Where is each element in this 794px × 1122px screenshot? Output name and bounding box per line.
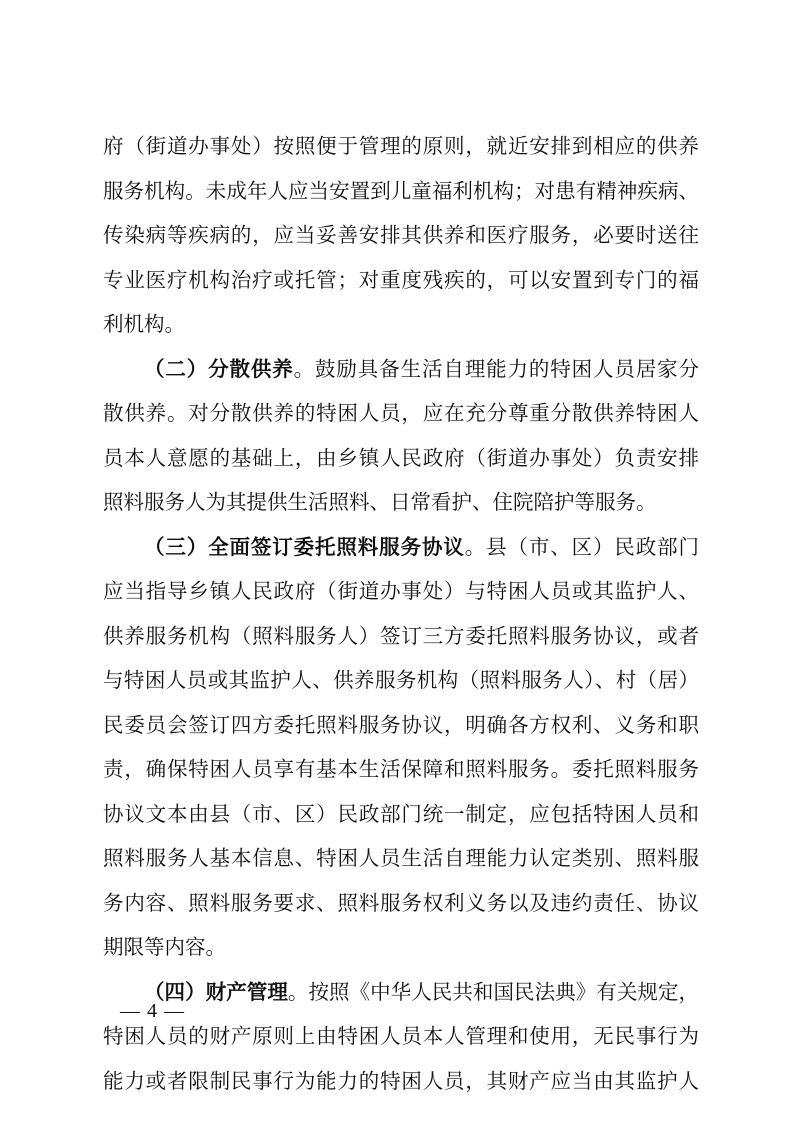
document-body <box>103 124 699 1103</box>
text-line: 协议文本由县（市、区）民政部门统一制定，应包括特困人员和 <box>103 801 699 826</box>
text-line <box>103 347 699 392</box>
text-segment: 。按照《中华人民共和国民法典》有关规定， <box>287 979 700 1004</box>
text-segment: 。鼓励具备生活自理能力的特困人员居家分 <box>293 356 700 381</box>
text-line: 供养服务机构（照料服务人）签订三方委托照料服务协议，或者 <box>103 623 699 648</box>
text-line: 散供养。对分散供养的特困人员，应在充分尊重分散供养特困人 <box>103 401 699 425</box>
text-line: 特困人员的财产原则上由特困人员本人管理和使用，无民事行为 <box>103 1024 699 1048</box>
text-line: 府（街道办事处）按照便于管理的原则，就近安排到相应的供养 <box>103 134 699 158</box>
text-line: 民委员会签订四方委托照料服务协议，明确各方权利、义务和职 <box>103 712 699 737</box>
paragraph-2 <box>103 347 699 525</box>
text-line: 利机构。 <box>103 312 185 336</box>
section-heading: （四）财产管理 <box>144 979 288 1004</box>
section-heading: （三）全面签订委托照料服务协议 <box>144 534 465 559</box>
text-line: 传染病等疾病的，应当妥善安排其供养和医疗服务，必要时送往 <box>103 223 699 247</box>
page-number: — 4 — <box>120 1000 185 1022</box>
text-line: 照料服务人基本信息、特困人员生活自理能力认定类别、照料服 <box>103 846 699 870</box>
text-line <box>103 970 699 1015</box>
text-line: 服务机构。未成年人应当安置到儿童福利机构；对患有精神疾病、 <box>103 178 699 203</box>
text-line: 照料服务人为其提供生活照料、日常看护、住院陪护等服务。 <box>103 490 657 514</box>
text-line: 专业医疗机构治疗或托管；对重度残疾的，可以安置到专门的福 <box>103 267 699 292</box>
text-line: 与特困人员或其监护人、供养服务机构（照料服务人）、村（居） <box>103 668 699 692</box>
paragraph-4 <box>103 970 699 1104</box>
text-line: 应当指导乡镇人民政府（街道办事处）与特困人员或其监护人、 <box>103 579 699 603</box>
text-segment: 。县（市、区）民政部门 <box>464 534 700 559</box>
text-line: 责，确保特困人员享有基本生活保障和照料服务。委托照料服务 <box>103 757 699 781</box>
paragraph-1 <box>103 124 699 347</box>
paragraph-3 <box>103 525 699 970</box>
text-line: 期限等内容。 <box>103 935 226 959</box>
section-heading: （二）分散供养 <box>144 356 294 381</box>
text-line: 务内容、照料服务要求、照料服务权利义务以及违约责任、协议 <box>103 890 699 915</box>
text-line <box>103 525 699 570</box>
text-line: 员本人意愿的基础上，由乡镇人民政府（街道办事处）负责安排 <box>103 445 699 470</box>
text-line: 能力或者限制民事行为能力的特困人员，其财产应当由其监护人 <box>103 1068 699 1093</box>
